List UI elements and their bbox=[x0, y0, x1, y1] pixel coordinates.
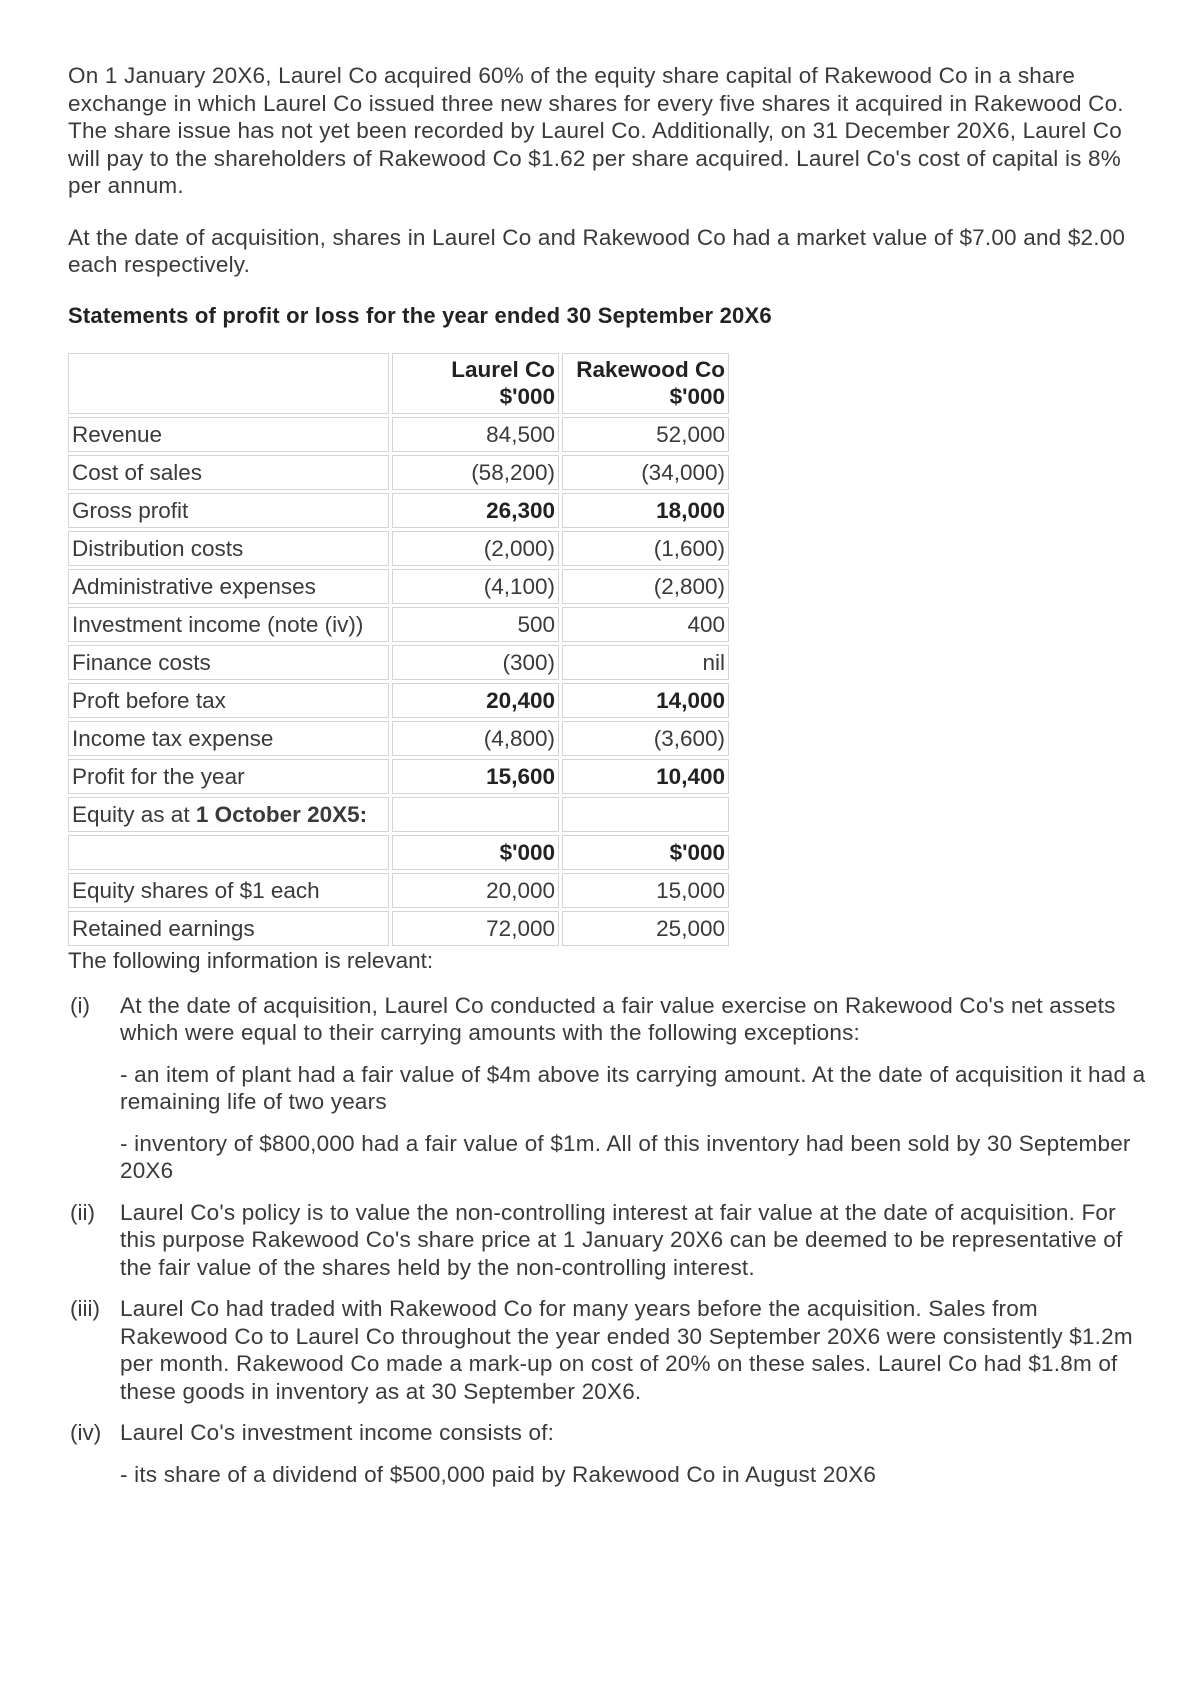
row-label: Revenue bbox=[68, 417, 389, 452]
rakewood-value: 15,000 bbox=[562, 873, 729, 908]
row-label: Investment income (note (iv)) bbox=[68, 607, 389, 642]
col-unit-rakewood: $'000 bbox=[669, 383, 725, 409]
table-row bbox=[68, 873, 729, 908]
equity-label-date: 1 October 20X5: bbox=[195, 801, 368, 827]
rakewood-value: 10,400 bbox=[562, 759, 729, 794]
laurel-value: (58,200) bbox=[392, 455, 559, 490]
table-row bbox=[68, 721, 729, 756]
table-row-subtotal bbox=[68, 759, 729, 794]
relevant-info-intro: The following information is relevant: bbox=[68, 947, 434, 973]
table-row bbox=[68, 455, 729, 490]
equity-unit-laurel: $'000 bbox=[392, 835, 559, 870]
note-item bbox=[68, 992, 1148, 1185]
rakewood-value: 52,000 bbox=[562, 417, 729, 452]
table-row bbox=[68, 607, 729, 642]
rakewood-value: (3,600) bbox=[562, 721, 729, 756]
empty-cell bbox=[392, 797, 559, 832]
note-item bbox=[68, 1295, 1148, 1405]
laurel-value: 20,000 bbox=[392, 873, 559, 908]
laurel-value: (300) bbox=[392, 645, 559, 680]
table-row bbox=[68, 569, 729, 604]
intro-paragraph-1: On 1 January 20X6, Laurel Co acquired 60% of the equity share capital of Rakewood Co in a share exchange in which Laurel Co issued three new shares for every five shares it acquired in Rakewood Co. The share issue has not yet been recorded by Laurel Co. Additionally, on 31 December 20X6, Laurel Co will pay to the shareholders of Rakewood Co $1.62 per share acquired. Laurel Co's cost of capital is 8% per annum. bbox=[68, 63, 1124, 198]
note-marker: (ii) bbox=[70, 1199, 95, 1225]
profit-or-loss-table bbox=[65, 350, 732, 949]
row-label: Income tax expense bbox=[68, 721, 389, 756]
row-label: Cost of sales bbox=[68, 455, 389, 490]
note-item bbox=[68, 1419, 1148, 1488]
laurel-value: 26,300 bbox=[392, 493, 559, 528]
equity-label-prefix: Equity as at bbox=[72, 801, 196, 827]
intro-paragraph-2: At the date of acquisition, shares in Laurel Co and Rakewood Co had a market value of $7.00 and $2.00 each respectively. bbox=[68, 224, 1126, 277]
laurel-value: 72,000 bbox=[392, 911, 559, 946]
equity-unit-rakewood: $'000 bbox=[562, 835, 729, 870]
row-label: Retained earnings bbox=[68, 911, 389, 946]
header-blank-cell bbox=[68, 353, 389, 414]
laurel-value: 500 bbox=[392, 607, 559, 642]
rakewood-value: (1,600) bbox=[562, 531, 729, 566]
note-subpoint: - its share of a dividend of $500,000 paid by Rakewood Co in August 20X6 bbox=[120, 1461, 877, 1487]
note-marker: (iii) bbox=[70, 1296, 100, 1321]
col-unit-laurel: $'000 bbox=[499, 383, 555, 409]
table-row bbox=[68, 531, 729, 566]
col-name-rakewood: Rakewood Co bbox=[576, 356, 725, 382]
rakewood-value: (2,800) bbox=[562, 569, 729, 604]
row-label: Administrative expenses bbox=[68, 569, 389, 604]
rakewood-value: 400 bbox=[562, 607, 729, 642]
document-page bbox=[68, 62, 1148, 1502]
note-text: Laurel Co had traded with Rakewood Co for many years before the acquisition. Sales from Rakewood Co to Laurel Co throughout the year ended 30 September 20X6 were consistently $1.2m per month. Rakewood Co made a mark-up on cost of 20% on these sales. Laurel Co had $1.8m of these goods in inventory as at 30 September 20X6. bbox=[120, 1296, 1133, 1404]
note-text: Laurel Co's policy is to value the non-controlling interest at fair value at the date of acquisition. For this purpose Rakewood Co's share price at 1 January 20X6 can be deemed to be representative of the fair value of the shares held by the non-controlling interest. bbox=[120, 1199, 1123, 1280]
notes-list bbox=[68, 992, 1148, 1489]
table-row bbox=[68, 911, 729, 946]
rakewood-value: (34,000) bbox=[562, 455, 729, 490]
empty-cell bbox=[68, 835, 389, 870]
laurel-value: (2,000) bbox=[392, 531, 559, 566]
table-row bbox=[68, 645, 729, 680]
note-item bbox=[68, 1199, 1148, 1282]
table-header-row bbox=[68, 353, 729, 414]
col-header-rakewood bbox=[562, 353, 729, 414]
laurel-value: (4,800) bbox=[392, 721, 559, 756]
note-subpoint: - inventory of $800,000 had a fair value of $1m. All of this inventory had been sold by 30 September 20X6 bbox=[120, 1130, 1131, 1183]
rakewood-value: 18,000 bbox=[562, 493, 729, 528]
col-name-laurel: Laurel Co bbox=[451, 356, 555, 382]
laurel-value: 84,500 bbox=[392, 417, 559, 452]
table-row-subtotal bbox=[68, 683, 729, 718]
note-marker: (i) bbox=[70, 992, 90, 1018]
row-label: Profit for the year bbox=[68, 759, 389, 794]
col-header-laurel bbox=[392, 353, 559, 414]
laurel-value: (4,100) bbox=[392, 569, 559, 604]
empty-cell bbox=[562, 797, 729, 832]
row-label: Proft before tax bbox=[68, 683, 389, 718]
equity-unit-row bbox=[68, 835, 729, 870]
rakewood-value: 14,000 bbox=[562, 683, 729, 718]
row-label: Equity shares of $1 each bbox=[68, 873, 389, 908]
laurel-value: 20,400 bbox=[392, 683, 559, 718]
equity-heading-label bbox=[68, 797, 389, 832]
statement-heading: Statements of profit or loss for the year ended 30 September 20X6 bbox=[68, 302, 772, 328]
row-label: Distribution costs bbox=[68, 531, 389, 566]
row-label: Gross profit bbox=[68, 493, 389, 528]
equity-heading-row bbox=[68, 797, 729, 832]
table-row-subtotal bbox=[68, 493, 729, 528]
note-subpoint: - an item of plant had a fair value of $4m above its carrying amount. At the date of acquisition it had a remaining life of two years bbox=[120, 1061, 1146, 1114]
table-row bbox=[68, 417, 729, 452]
note-marker: (iv) bbox=[70, 1420, 102, 1445]
rakewood-value: nil bbox=[562, 645, 729, 680]
note-text: Laurel Co's investment income consists of: bbox=[120, 1420, 555, 1445]
laurel-value: 15,600 bbox=[392, 759, 559, 794]
note-text: At the date of acquisition, Laurel Co conducted a fair value exercise on Rakewood Co's net assets which were equal to their carrying amounts with the following exceptions: bbox=[120, 992, 1116, 1045]
rakewood-value: 25,000 bbox=[562, 911, 729, 946]
row-label: Finance costs bbox=[68, 645, 389, 680]
